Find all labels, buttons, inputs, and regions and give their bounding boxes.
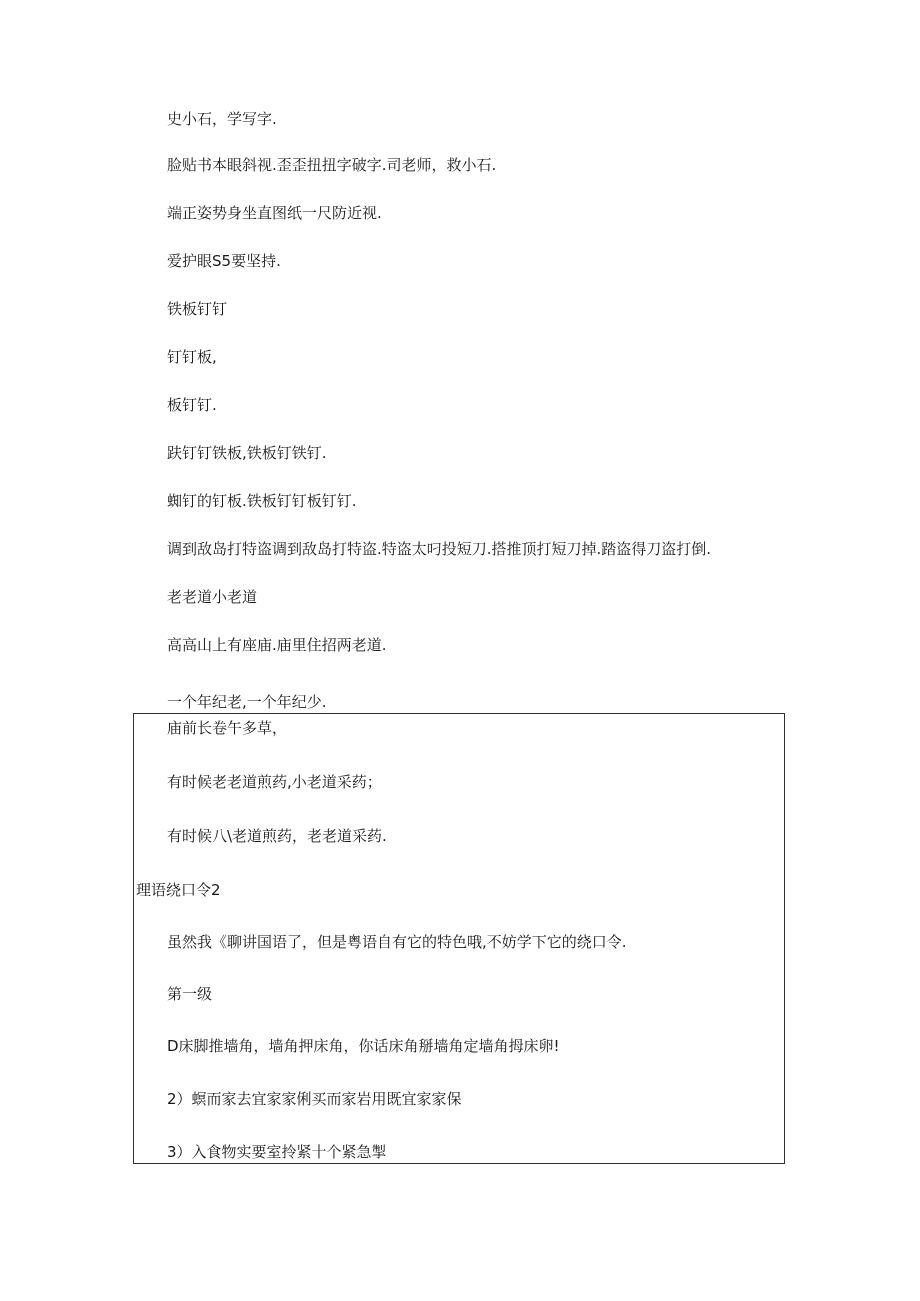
text-line: 2）螟而家去宜家家俐买而家岩用既宜家家保 [167,1090,462,1108]
text-line: 庙前长卷午多草， [167,719,288,737]
text-line: 调到敌岛打特盗调到敌岛打特盗.特盗太叼投短刀.搭推顶打短刀掉.踏盗得刀盗打倒. [167,540,712,558]
text-line: 第一级 [167,985,213,1003]
text-line: D床脚推墙角，墙角押床角，你话床角掰墙角定墙角拇床卵! [167,1037,560,1055]
text-line: 板钉钉. [167,396,217,414]
text-line: 端正姿势身坐直图纸一尺防近视. [167,204,382,222]
section-heading: 理语绕口令2 [136,881,221,899]
text-line: 有时候八\老道煎药，老老道采药. [167,827,387,845]
text-line: 钉钉板, [167,348,217,366]
text-line: 3）入食物实要室拎紧十个紧急掣 [167,1143,387,1161]
text-line: 蜘钉的钉板.铁板钉钉板钉钉. [167,492,357,510]
text-line: 虽然我《聊讲国语了，但是粤语自有它的特色哦,不妨学下它的绕口令. [167,933,627,951]
text-line: 史小石，学写字. [167,110,277,128]
text-line: 趺钉钉铁板,铁板钉铁钉. [167,444,327,462]
text-line: 铁板钉钉 [167,300,228,318]
text-line: 老老道小老道 [167,588,258,606]
text-line: 一个年纪老,一个年纪少. [167,693,327,711]
text-line: 脸贴书本眼斜视.歪歪扭扭字破字.司老师，救小石. [167,156,497,174]
text-line: 高高山上有座庙.庙里住招两老道. [167,636,387,654]
text-line: 爱护眼S5要坚持. [167,252,281,270]
text-line: 有时候老老道煎药,小老道采药； [167,773,382,791]
